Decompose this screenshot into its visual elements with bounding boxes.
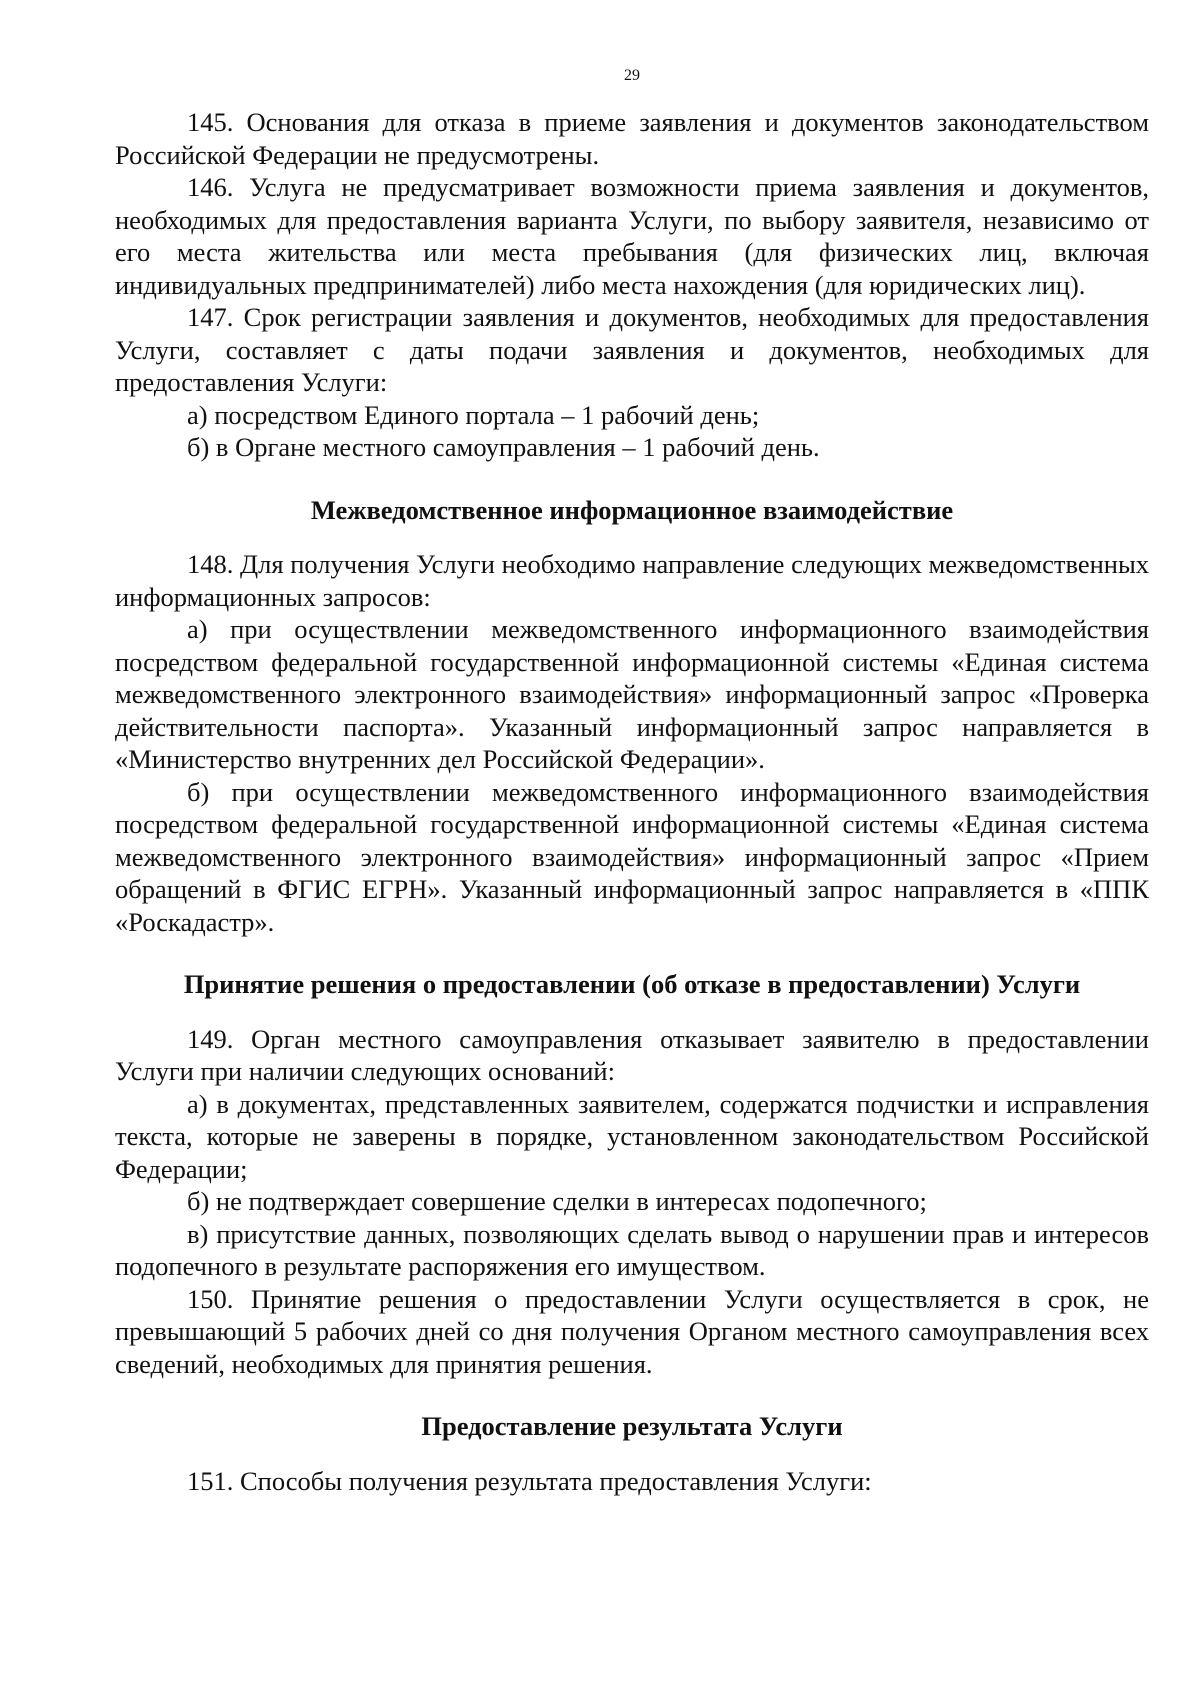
- page-number: 29: [624, 67, 640, 84]
- paragraph-148-item-a: а) при осуществлении межведомственного информационного взаимодействия посредством федеральной государственной информационной системы «Единая система межведомственного электронного взаимодействия» информационный запрос «Проверка действительности паспорта». Указанный информационный запрос направляется в «Министерство внутренних дел Российской Федерации».: [115, 614, 1149, 774]
- paragraph-147-item-b: б) в Органе местного самоуправления – 1 рабочий день.: [187, 432, 820, 462]
- paragraph-148: 148. Для получения Услуги необходимо направление следующих межведомственных информационных запросов:: [115, 549, 1149, 612]
- section-heading-decision: Принятие решения о предоставлении (об отказе в предоставлении) Услуги: [183, 969, 1081, 999]
- paragraph-149-item-b: б) не подтверждает совершение сделки в интересах подопечного;: [187, 1186, 927, 1216]
- paragraph-146: 146. Услуга не предусматривает возможности приема заявления и документов, необходимых для предоставления варианта Услуги, по выбору заявителя, независимо от его места жительства или места пребывания (для физических лиц, включая индивидуальных предпринимателей) либо места нахождения (для юридических лиц).: [115, 172, 1149, 300]
- paragraph-150: 150. Принятие решения о предоставлении Услуги осуществляется в срок, не превышающий 5 рабочих дней со дня получения Органом местного самоуправления всех сведений, необходимых для принятия решения.: [115, 1283, 1149, 1379]
- paragraph-149-item-a: а) в документах, представленных заявителем, содержатся подчистки и исправления текста, которые не заверены в порядке, установленном законодательством Российской Федерации;: [115, 1088, 1149, 1184]
- paragraph-147: 147. Срок регистрации заявления и документов, необходимых для предоставления Услуги, составляет с даты подачи заявления и документов, необходимых для предоставления Услуги:: [115, 302, 1149, 397]
- section-heading-interagency: Межведомственное информационное взаимодействие: [310, 494, 954, 525]
- paragraph-151: 151. Способы получения результата предоставления Услуги:: [187, 1465, 872, 1496]
- paragraph-149: 149. Орган местного самоуправления отказывает заявителю в предоставлении Услуги при наличии следующих оснований:: [115, 1023, 1149, 1086]
- section-heading-result: Предоставление результата Услуги: [421, 1411, 843, 1441]
- paragraph-149-item-c: в) присутствие данных, позволяющих сделать вывод о нарушении прав и интересов подопечного в результате распоряжения его имуществом.: [115, 1218, 1149, 1281]
- paragraph-147-item-a: а) посредством Единого портала – 1 рабочий день;: [187, 399, 760, 430]
- paragraph-145: 145. Основания для отказа в приеме заявления и документов законодательством Российской Федерации не предусмотрены.: [115, 107, 1149, 170]
- paragraph-148-item-b: б) при осуществлении межведомственного информационного взаимодействия посредством федеральной государственной информационной системы «Единая система межведомственного электронного взаимодействия» информационный запрос «Прием обращений в ФГИС ЕГРН». Указанный информационный запрос направляется в «ППК «Роскадастр».: [115, 776, 1149, 937]
